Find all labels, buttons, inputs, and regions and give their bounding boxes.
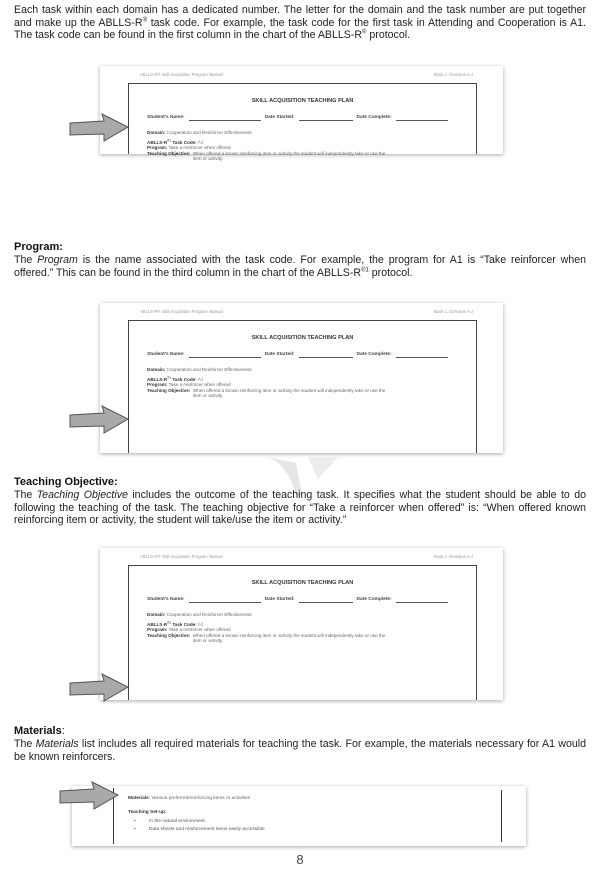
task-code-sup: ®1 (167, 620, 172, 624)
materials-text-1: The (14, 738, 36, 750)
frame-right-border (501, 790, 502, 842)
form-header-right: Book 1: Domains A-J (433, 554, 473, 559)
task-code-label-2: Task Code: (171, 376, 197, 382)
form-title: SKILL ACQUISITION TEACHING PLAN (251, 580, 354, 586)
objective-text-1: The (14, 489, 37, 501)
intro-text-3: protocol. (366, 29, 411, 42)
objective-line (147, 151, 385, 162)
objective-value-1: When offered a known reinforcing item or activity the student will independently take or use the (192, 633, 386, 638)
date-started-field (299, 352, 353, 358)
task-code-value: A1 (197, 139, 204, 145)
task-code-label-2: Task Code: (171, 139, 197, 145)
task-code-line (147, 138, 203, 145)
setup-label-text: Teaching Set-up: (128, 810, 167, 815)
student-name-label: Student's Name: (147, 352, 185, 357)
date-started-field (299, 115, 353, 121)
materials-label: Materials (128, 796, 149, 801)
objective-label: Teaching Objective: (147, 388, 191, 393)
materials-line (128, 796, 250, 801)
materials-heading (14, 725, 65, 737)
form-title: SKILL ACQUISITION TEACHING PLAN (251, 98, 354, 104)
objective-text-em: Teaching Objective (36, 489, 128, 501)
materials-heading-colon: : (61, 725, 65, 737)
registered-mark: ®1 (361, 267, 369, 274)
date-started-label: Date Started: (264, 597, 295, 602)
task-code-line (147, 375, 203, 382)
program-paragraph (14, 254, 586, 279)
domain-label: Domain: (147, 612, 166, 617)
date-complete-label: Date Complete: (356, 115, 392, 120)
program-text-em: Program (37, 254, 78, 266)
setup-bullet-text: In the natural environment (149, 819, 205, 824)
objective-value-2: item or activity. (192, 393, 224, 399)
materials-text-em: Materials (35, 738, 79, 750)
intro-text-1: Each task within each domain has a dedicated number. The letter for the domain and the task number are put together and make up the ABLLS-R (14, 4, 586, 29)
form-name-row (147, 597, 462, 603)
domain-line (147, 612, 252, 617)
date-started-label: Date Started: (264, 352, 295, 357)
intro-paragraph (14, 4, 586, 42)
student-name-label: Student's Name: (147, 597, 185, 602)
domain-line (147, 367, 252, 372)
setup-bullet (134, 819, 205, 824)
program-value: Take a reinforcer when offered (168, 627, 231, 632)
objective-line (147, 388, 385, 399)
date-complete-field (396, 352, 448, 358)
materials-value: : Various preferred/reinforcing items or activities (148, 796, 251, 801)
form-snapshot-program (100, 303, 503, 453)
program-text-3: protocol. (368, 266, 413, 279)
date-started-field (299, 597, 353, 603)
domain-label: Domain: (147, 130, 166, 135)
date-complete-field (396, 115, 448, 121)
form-header-left: ABLLS-R® Skill Acquisition Program Manual (140, 554, 223, 559)
objective-label: Teaching Objective: (147, 151, 191, 156)
program-line (147, 627, 231, 632)
form-name-row (147, 352, 462, 358)
task-code-sup: ®1 (167, 375, 172, 379)
objective-text-2: includes the outcome of the teaching task. It specifies what the student should be able to do following the teaching of the task. The teaching objective for “Take a reinforcer when offered” is: “When offered known reinforcing item or activity, the student will take/use the item or activity.” (14, 489, 586, 527)
task-code-label-2: Task Code: (171, 621, 197, 627)
form-name-row (147, 115, 462, 121)
task-code-sup: ®1 (167, 138, 172, 142)
materials-text-2: list includes all required materials for teaching the task. For example, the materials necessary for A1 would be known reinforcers. (14, 738, 586, 763)
form-frame (128, 320, 477, 453)
form-header-right: Book 1: Domains A-J (433, 72, 473, 77)
setup-bullet (134, 827, 265, 832)
program-value: Take a reinforcer when offered (168, 145, 231, 150)
bullet-icon: • (134, 827, 136, 832)
arrow-icon-materials (58, 780, 120, 812)
intro-text-2: task code. For example, the task code for the first task in Attending and Cooperation is A1. The task code can be found in the first column in the chart of the ABLLS-R (14, 16, 586, 42)
program-label: Program: (147, 627, 168, 632)
objective-label: Teaching Objective: (147, 633, 191, 638)
task-code-line (147, 620, 203, 627)
registered-mark: ® (142, 17, 147, 24)
student-name-field (189, 115, 261, 121)
task-code-value: A1 (197, 376, 204, 382)
form-header-left: ABLLS-R® Skill Acquisition Program Manual (140, 309, 223, 314)
objective-line (147, 633, 385, 644)
form-snapshot-objective (100, 548, 503, 700)
objective-paragraph (14, 489, 586, 527)
arrow-icon-task-code (68, 112, 130, 144)
program-label: Program: (147, 145, 168, 150)
domain-value: Cooperation and Reinforcer Effectiveness (166, 367, 252, 372)
form-frame (128, 83, 477, 162)
date-complete-field (396, 597, 448, 603)
domain-label: Domain: (147, 367, 166, 372)
program-line (147, 382, 231, 387)
materials-paragraph (14, 738, 586, 763)
form-header-right: Book 1: Domains A-J (433, 309, 473, 314)
objective-value-2: item or activity. (192, 638, 224, 644)
domain-value: Cooperation and Reinforcer Effectiveness (166, 130, 252, 135)
student-name-field (189, 597, 261, 603)
form-title: SKILL ACQUISITION TEACHING PLAN (251, 335, 354, 341)
program-value: Take a reinforcer when offered (168, 382, 231, 387)
page-number: 8 (296, 852, 304, 867)
date-complete-label: Date Complete: (356, 352, 392, 357)
objective-heading: Teaching Objective: (14, 476, 118, 488)
program-text-2: is the name associated with the task code. For example, the program for A1 is “Take reinforcer when offered.” This can be found in the third column in the chart of the ABLLS-R (14, 254, 586, 279)
student-name-label: Student's Name: (147, 115, 185, 120)
objective-value-2: item or activity. (192, 156, 224, 162)
program-line (147, 145, 231, 150)
setup-bullet-text: Data sheets and reinforcement items easily accessible (149, 827, 265, 832)
program-heading: Program: (14, 241, 63, 253)
task-code-label: ABLLS-R (147, 621, 168, 627)
date-complete-label: Date Complete: (356, 597, 392, 602)
domain-line (147, 130, 252, 135)
materials-snapshot (72, 786, 526, 846)
program-text-1: The (14, 254, 38, 266)
task-code-label: ABLLS-R (147, 139, 168, 145)
task-code-value: A1 (197, 621, 204, 627)
setup-label (128, 810, 167, 815)
program-label: Program: (147, 382, 168, 387)
form-frame (128, 565, 477, 700)
date-started-label: Date Started: (264, 115, 295, 120)
arrow-icon-objective (68, 672, 130, 704)
bullet-icon: • (134, 819, 136, 824)
form-snapshot-task-code (100, 66, 503, 162)
materials-heading-text: Materials (14, 725, 62, 737)
objective-value-1: When offered a known reinforcing item or activity the student will independently take or use the (192, 388, 386, 393)
task-code-label: ABLLS-R (147, 376, 168, 382)
student-name-field (189, 352, 261, 358)
arrow-icon-program (68, 404, 130, 436)
form-header-left: ABLLS-R® Skill Acquisition Program Manual (140, 72, 223, 77)
registered-mark: ® (362, 29, 367, 36)
domain-value: Cooperation and Reinforcer Effectiveness (166, 612, 252, 617)
objective-value-1: When offered a known reinforcing item or activity the student will independently take or use the (192, 151, 386, 156)
